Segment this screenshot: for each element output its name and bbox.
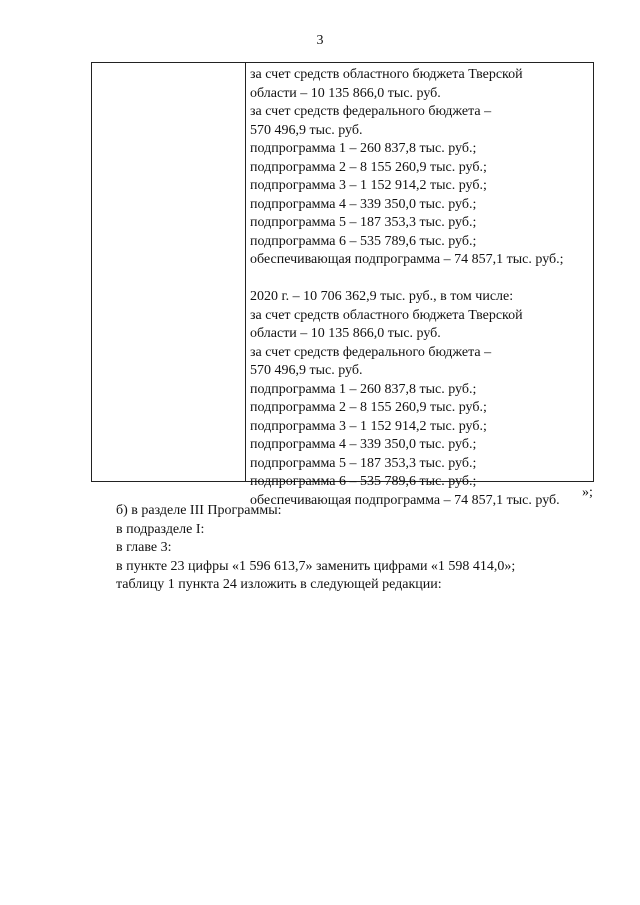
funding-line: подпрограмма 5 – 187 353,3 тыс. руб.;	[250, 455, 477, 471]
paragraph: таблицу 1 пункта 24 изложить в следующей редакции:	[116, 577, 442, 593]
funding-line: подпрограмма 5 – 187 353,3 тыс. руб.;	[250, 215, 477, 230]
funding-line: за счет средств федерального бюджета –	[250, 104, 492, 119]
block-spacer	[250, 270, 592, 289]
funding-line: подпрограмма 4 – 339 350,0 тыс. руб.;	[250, 437, 477, 452]
paragraph: в подразделе I:	[116, 521, 205, 537]
funding-line: подпрограмма 4 – 339 350,0 тыс. руб.;	[250, 196, 477, 212]
closing-quote: »;	[582, 485, 593, 500]
funding-line: за счет средств федерального бюджета –	[250, 344, 492, 360]
amendment-text	[116, 502, 596, 595]
funding-line: 570 496,9 тыс. руб.	[250, 363, 363, 378]
paragraph: в главе 3:	[116, 540, 172, 556]
funding-line: подпрограмма 3 – 1 152 914,2 тыс. руб.;	[250, 178, 487, 193]
funding-block-2019	[250, 66, 592, 270]
funding-line: 2020 г. – 10 706 362,9 тыс. руб., в том числе:	[250, 289, 514, 304]
paragraph: в пункте 23 цифры «1 596 613,7» заменить цифрами «1 598 414,0»;	[116, 558, 516, 574]
funding-line: области – 10 135 866,0 тыс. руб.	[250, 326, 441, 341]
funding-block-2020	[250, 288, 592, 510]
table-column-divider	[245, 63, 246, 481]
funding-line: подпрограмма 6 – 535 789,6 тыс. руб.;	[250, 474, 477, 489]
funding-details-cell	[250, 66, 592, 510]
paragraph: б) в разделе III Программы:	[116, 503, 282, 518]
funding-line: подпрограмма 6 – 535 789,6 тыс. руб.;	[250, 233, 477, 249]
funding-line: подпрограмма 2 – 8 155 260,9 тыс. руб.;	[250, 159, 487, 175]
funding-line: подпрограмма 1 – 260 837,8 тыс. руб.;	[250, 141, 477, 156]
funding-line: за счет средств областного бюджета Тверской	[250, 67, 523, 82]
funding-table	[91, 62, 594, 508]
funding-line: подпрограмма 2 – 8 155 260,9 тыс. руб.;	[250, 400, 487, 415]
funding-line: подпрограмма 3 – 1 152 914,2 тыс. руб.;	[250, 418, 487, 434]
funding-line: обеспечивающая подпрограмма – 74 857,1 тыс. руб.;	[250, 252, 564, 267]
page-number: 3	[316, 33, 324, 48]
funding-line: 570 496,9 тыс. руб.	[250, 122, 363, 138]
funding-line: области – 10 135 866,0 тыс. руб.	[250, 85, 441, 101]
funding-line: обеспечивающая подпрограмма – 74 857,1 тыс. руб.	[250, 492, 560, 508]
funding-line: подпрограмма 1 – 260 837,8 тыс. руб.;	[250, 381, 477, 397]
funding-line: за счет средств областного бюджета Тверской	[250, 307, 523, 323]
